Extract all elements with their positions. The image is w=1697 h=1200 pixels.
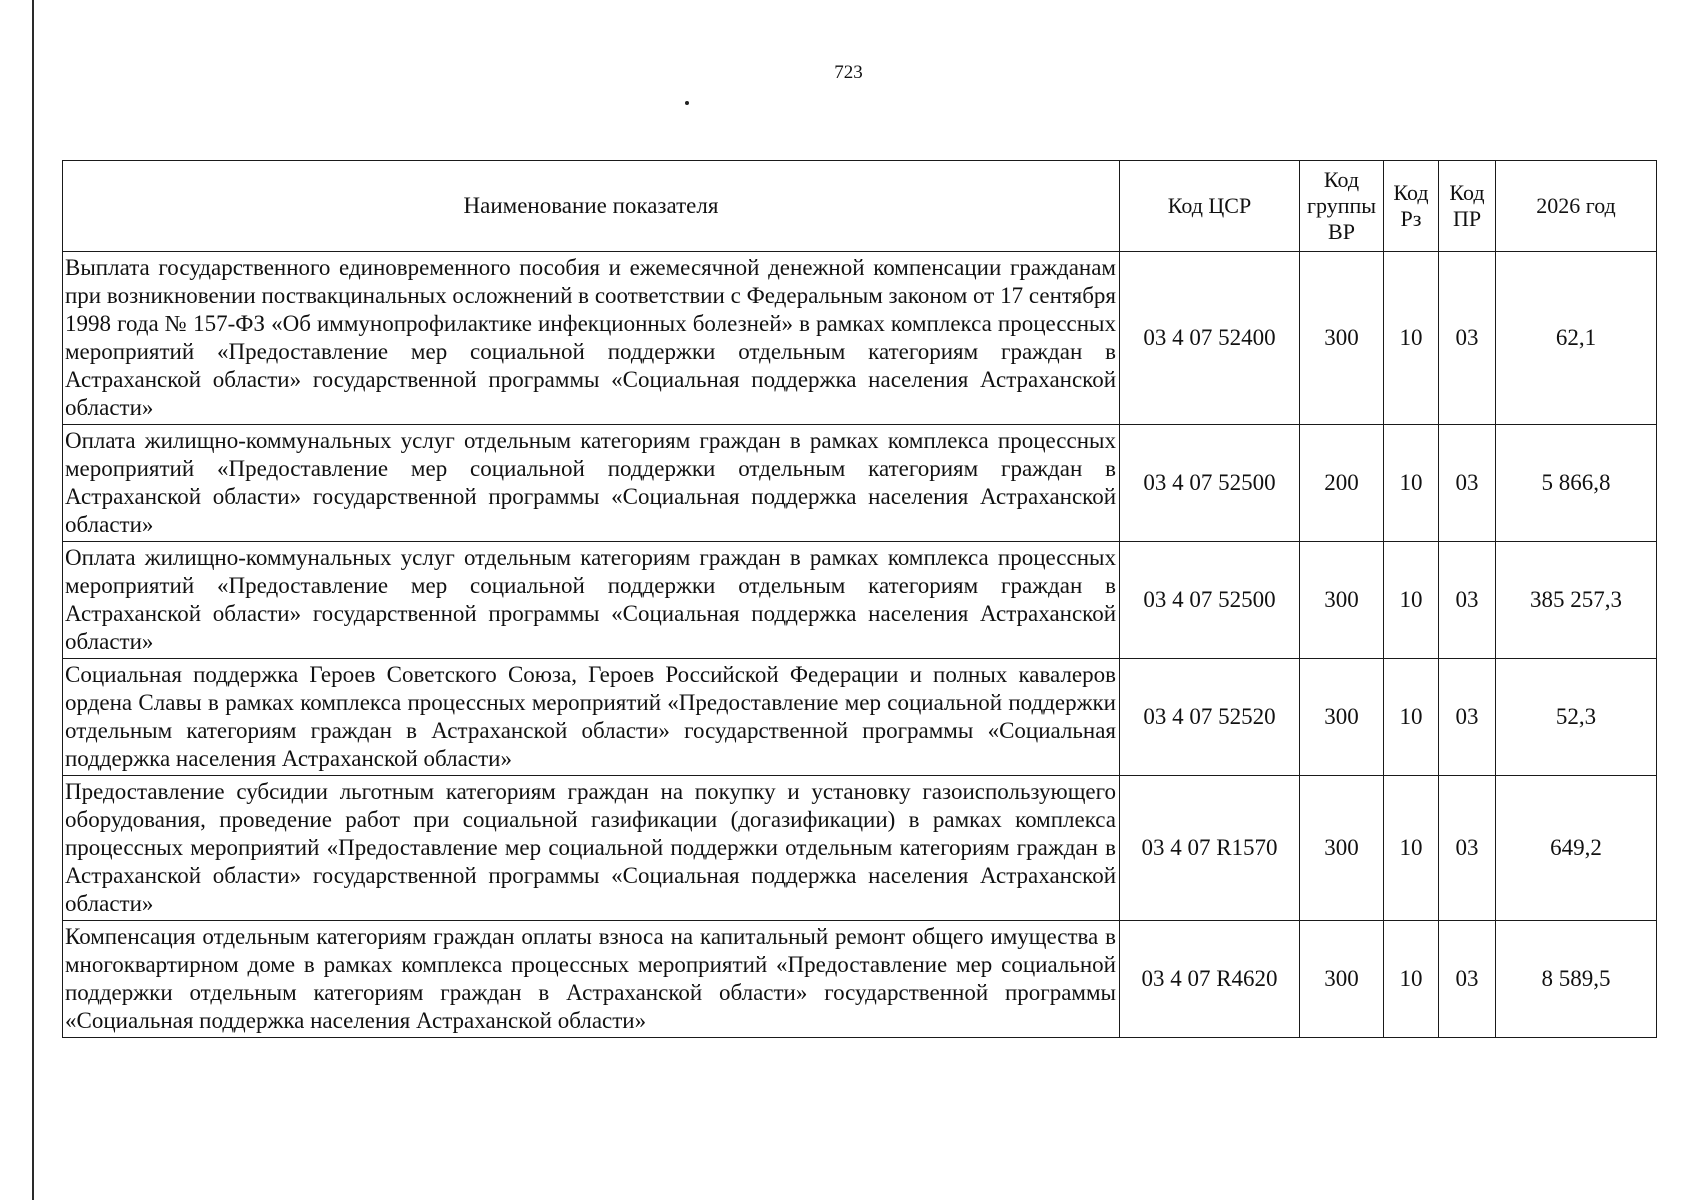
row-rz-code: 10 [1384, 542, 1439, 659]
row-name: Компенсация отдельным категориям граждан оплаты взноса на капитальный ремонт общего имущества в многоквартирном доме в рамках комплекса процессных мероприятий «Предоставление мер социальной поддержки отдельным категориям граждан в Астраханской области» государственной программы «Социальная поддержка населения Астраханской области» [63, 921, 1120, 1038]
row-name: Предоставление субсидии льготным категориям граждан на покупку и установку газоиспользующего оборудования, проведение работ при социальной газификации (догазификации) в рамках комплекса процессных мероприятий «Предоставление мер социальной поддержки отдельным категориям граждан в Астраханской области» государственной программы «Социальная поддержка населения Астраханской области» [63, 776, 1120, 921]
header-vr-code: Код группы ВР [1300, 161, 1384, 252]
table-row [63, 921, 1657, 1038]
row-amount: 52,3 [1496, 659, 1657, 776]
row-rz-code: 10 [1384, 921, 1439, 1038]
table-row [63, 776, 1657, 921]
row-pr-code: 03 [1439, 776, 1496, 921]
header-name: Наименование показателя [63, 161, 1120, 252]
header-rz-code: Код Рз [1384, 161, 1439, 252]
row-csr-code: 03 4 07 52500 [1120, 425, 1300, 542]
row-name: Оплата жилищно-коммунальных услуг отдельным категориям граждан в рамках комплекса процессных мероприятий «Предоставление мер социальной поддержки отдельным категориям граждан в Астраханской области» государственной программы «Социальная поддержка населения Астраханской области» [63, 425, 1120, 542]
budget-table [62, 160, 1657, 1038]
scan-speck [685, 101, 689, 105]
row-vr-code: 300 [1300, 542, 1384, 659]
row-vr-code: 300 [1300, 776, 1384, 921]
row-pr-code: 03 [1439, 542, 1496, 659]
page-margin-line [32, 0, 34, 1200]
row-name: Выплата государственного единовременного пособия и ежемесячной денежной компенсации гражданам при возникновении поствакцинальных осложнений в соответствии с Федеральным законом от 17 сентября 1998 года № 157-ФЗ «Об иммунопрофилактике инфекционных болезней» в рамках комплекса процессных мероприятий «Предоставление мер социальной поддержки отдельным категориям граждан в Астраханской области» государственной программы «Социальная поддержка населения Астраханской области» [63, 252, 1120, 425]
row-amount: 649,2 [1496, 776, 1657, 921]
header-year: 2026 год [1496, 161, 1657, 252]
row-vr-code: 300 [1300, 252, 1384, 425]
table-row [63, 542, 1657, 659]
table-row [63, 252, 1657, 425]
table-header-row [63, 161, 1657, 252]
row-csr-code: 03 4 07 R1570 [1120, 776, 1300, 921]
row-rz-code: 10 [1384, 776, 1439, 921]
row-vr-code: 300 [1300, 659, 1384, 776]
table-row [63, 659, 1657, 776]
row-csr-code: 03 4 07 52520 [1120, 659, 1300, 776]
row-pr-code: 03 [1439, 425, 1496, 542]
row-name: Социальная поддержка Героев Советского Союза, Героев Российской Федерации и полных кавалеров ордена Славы в рамках комплекса процессных мероприятий «Предоставление мер социальной поддержки отдельным категориям граждан в Астраханской области» государственной программы «Социальная поддержка населения Астраханской области» [63, 659, 1120, 776]
row-csr-code: 03 4 07 52400 [1120, 252, 1300, 425]
row-csr-code: 03 4 07 R4620 [1120, 921, 1300, 1038]
row-rz-code: 10 [1384, 425, 1439, 542]
row-rz-code: 10 [1384, 659, 1439, 776]
row-name: Оплата жилищно-коммунальных услуг отдельным категориям граждан в рамках комплекса процессных мероприятий «Предоставление мер социальной поддержки отдельным категориям граждан в Астраханской области» государственной программы «Социальная поддержка населения Астраханской области» [63, 542, 1120, 659]
row-vr-code: 300 [1300, 921, 1384, 1038]
row-pr-code: 03 [1439, 252, 1496, 425]
row-csr-code: 03 4 07 52500 [1120, 542, 1300, 659]
row-amount: 8 589,5 [1496, 921, 1657, 1038]
row-pr-code: 03 [1439, 659, 1496, 776]
row-rz-code: 10 [1384, 252, 1439, 425]
page-number: 723 [834, 62, 863, 83]
header-csr-code: Код ЦСР [1120, 161, 1300, 252]
row-pr-code: 03 [1439, 921, 1496, 1038]
row-amount: 62,1 [1496, 252, 1657, 425]
header-pr-code: Код ПР [1439, 161, 1496, 252]
row-amount: 5 866,8 [1496, 425, 1657, 542]
table-row [63, 425, 1657, 542]
row-vr-code: 200 [1300, 425, 1384, 542]
row-amount: 385 257,3 [1496, 542, 1657, 659]
